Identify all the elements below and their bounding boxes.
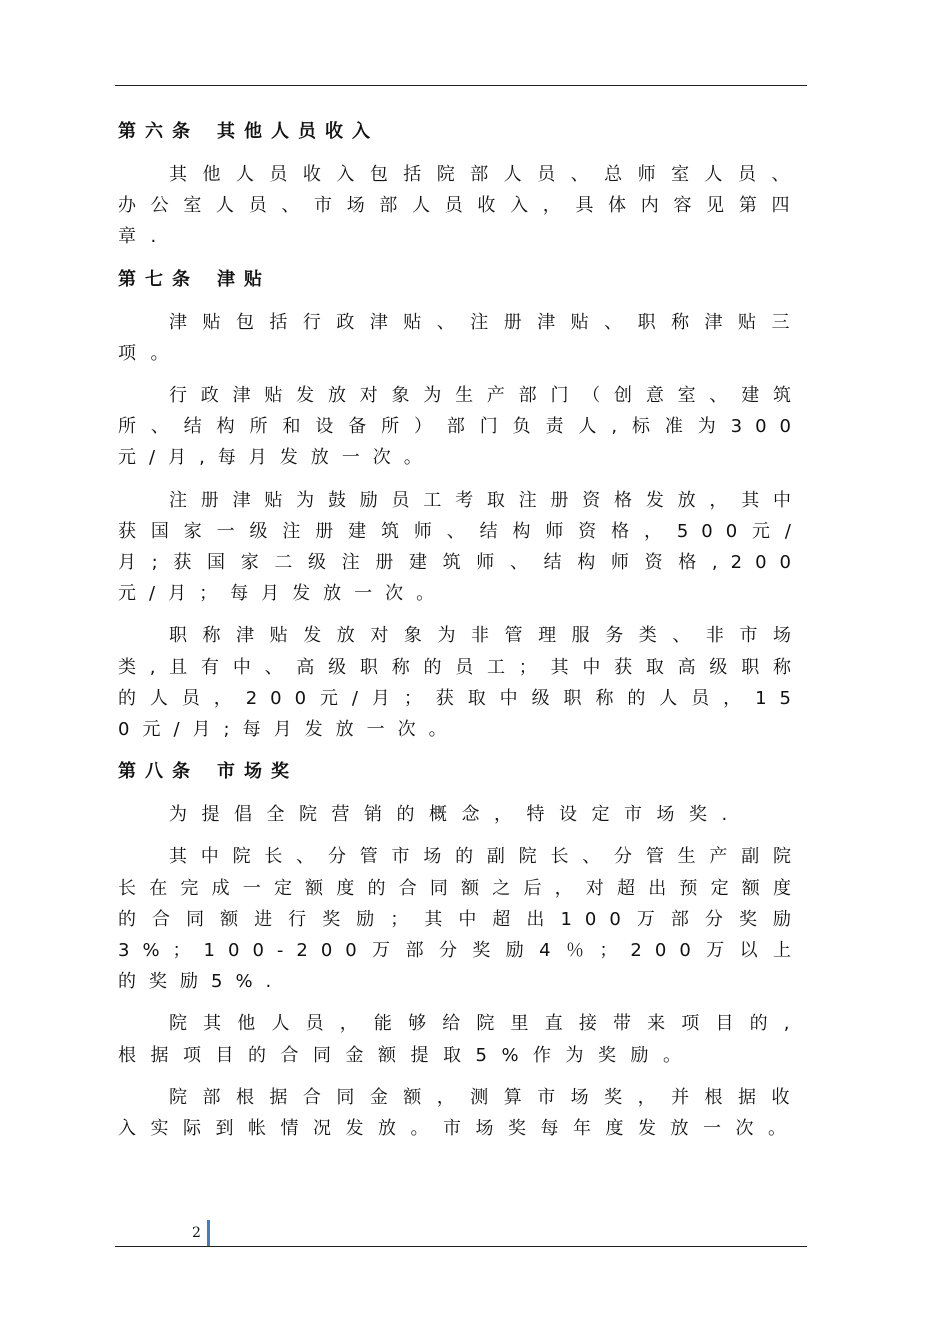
section-article-7 xyxy=(118,264,804,746)
paragraph: 为提倡全院营销的概念，特设定市场奖. xyxy=(169,804,742,826)
footer-accent-bar xyxy=(207,1220,210,1246)
article-title: 其他人员收入 xyxy=(217,121,379,142)
section-heading xyxy=(118,116,804,147)
paragraph: 其中院长、分管市场的副院长、分管生产副院长在完成一定额度的合同额之后，对超出预定额度的合同额进行奖励；其中超出100万部分奖励3%；100-200万部分奖励4％；200万以上的奖励5%. xyxy=(118,846,804,993)
article-number: 第七条 xyxy=(118,268,199,290)
paragraph: 行政津贴发放对象为生产部门（创意室、建筑所、结构所和设备所）部门负责人,标准为300元/月,每月发放一次。 xyxy=(118,385,804,469)
section-heading xyxy=(118,264,804,295)
header-rule xyxy=(115,85,807,86)
section-article-8 xyxy=(118,756,804,1144)
paragraph: 职称津贴发放对象为非管理服务类、非市场类,且有中、高级职称的员工；其中获取高级职称的人员，200元/月；获取中级职称的人员，150元/月;每月发放一次。 xyxy=(118,625,804,741)
article-number: 第六条 xyxy=(118,121,199,142)
paragraph: 院其他人员，能够给院里直接带来项目的,根据项目的合同金额提取5%作为奖励。 xyxy=(118,1013,804,1066)
paragraph: 院部根据合同金额，测算市场奖，并根据收入实际到帐情况发放。市场奖每年度发放一次。 xyxy=(118,1086,804,1140)
footer-rule xyxy=(115,1246,807,1247)
article-title: 津贴 xyxy=(217,268,271,290)
document-body xyxy=(118,116,804,1155)
paragraph: 津贴包括行政津贴、注册津贴、职称津贴三项。 xyxy=(118,311,804,364)
page-number: 2 xyxy=(192,1225,201,1241)
section-article-6 xyxy=(118,116,804,253)
paragraph: 注册津贴为鼓励员工考取注册资格发放，其中获国家一级注册建筑师、结构师资格，500元/月;获国家二级注册建筑师、结构师资格,200元/月；每月发放一次。 xyxy=(118,489,804,605)
article-title: 市场奖 xyxy=(217,761,298,783)
paragraph: 其他人员收入包括院部人员、总师室人员、办公室人员、市场部人员收入，具体内容见第四章. xyxy=(118,164,804,248)
article-number: 第八条 xyxy=(118,761,199,783)
section-heading xyxy=(118,756,804,787)
